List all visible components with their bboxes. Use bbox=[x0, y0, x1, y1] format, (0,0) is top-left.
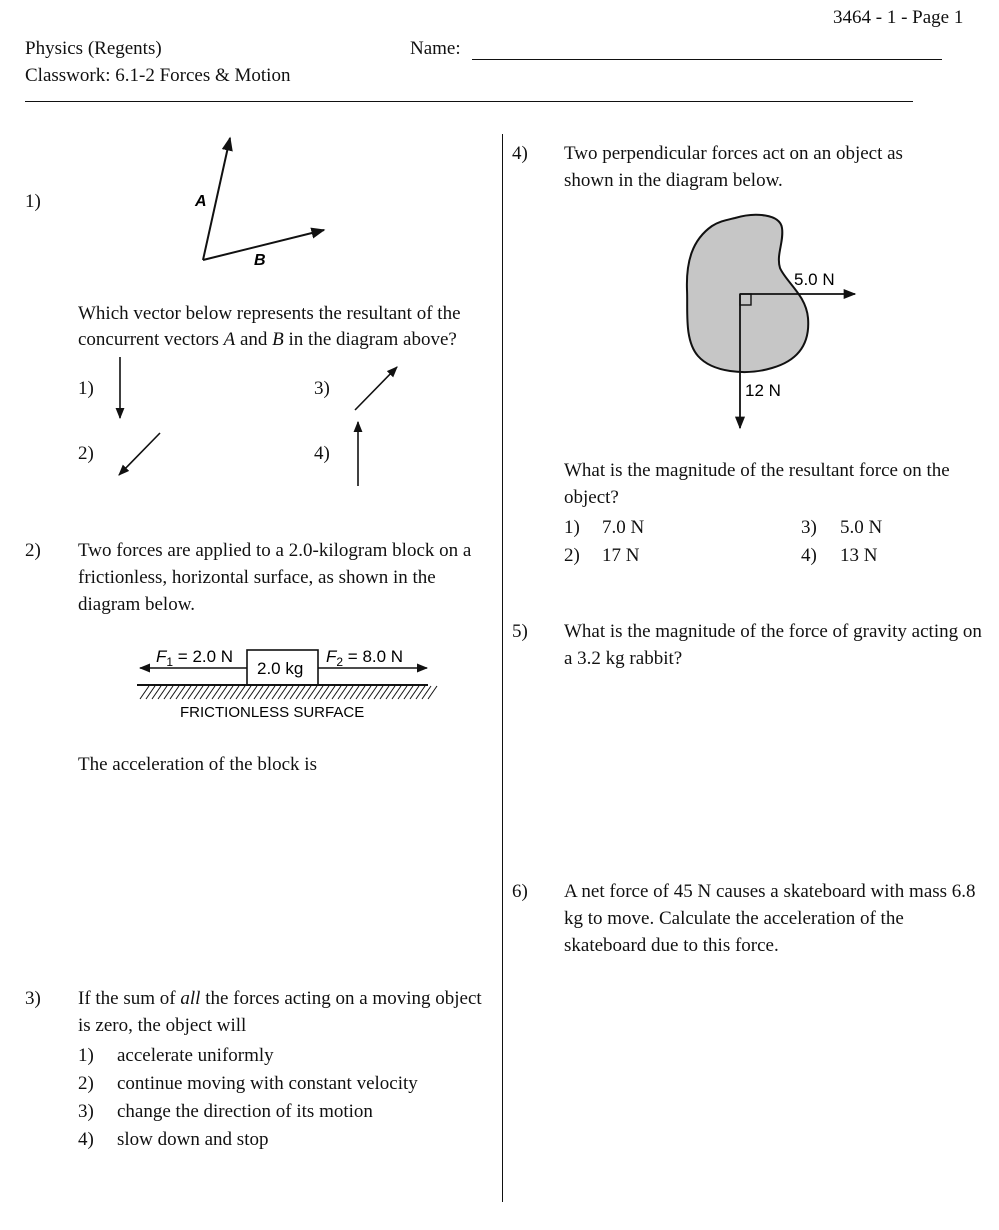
force-down-label: 12 N bbox=[745, 381, 781, 400]
q1-number: 1) bbox=[25, 191, 41, 212]
vector-a-label: A bbox=[195, 193, 207, 210]
q6-number: 6) bbox=[512, 881, 528, 902]
q4-choice-3-num[interactable]: 3) bbox=[801, 517, 817, 538]
q4-choice-4-text[interactable]: 13 N bbox=[840, 545, 878, 566]
name-label: Name: bbox=[410, 38, 461, 59]
q4-choice-2-text[interactable]: 17 N bbox=[602, 545, 640, 566]
q4-choice-3-text[interactable]: 5.0 N bbox=[840, 517, 883, 538]
assignment-title: Classwork: 6.1-2 Forces & Motion bbox=[25, 65, 291, 86]
q3-choice-1-num[interactable]: 1) bbox=[78, 1045, 94, 1066]
force-right-label: 5.0 N bbox=[794, 270, 835, 289]
q4-question: What is the magnitude of the resultant force on the object? bbox=[564, 460, 950, 508]
q3-choice-3-num[interactable]: 3) bbox=[78, 1101, 94, 1122]
vector-b-label: B bbox=[254, 252, 266, 269]
f2-label: $F_2 = 8.0$ N bbox=[326, 647, 404, 669]
q3-choice-2-num[interactable]: 2) bbox=[78, 1073, 94, 1094]
q1-choice-1[interactable]: 1) bbox=[78, 378, 94, 399]
q3-number: 3) bbox=[25, 988, 41, 1009]
q2-text: Two forces are applied to a 2.0-kilogram block on a frictionless, horizontal surface, as shown in the diagram below. bbox=[78, 540, 472, 615]
q1-choice-3[interactable]: 3) bbox=[314, 378, 330, 399]
choice-2-arrow-down-left bbox=[119, 433, 160, 475]
q1-choice-4[interactable]: 4) bbox=[314, 443, 330, 464]
q2-question: The acceleration of the block is bbox=[78, 754, 317, 775]
q4-choice-1-num[interactable]: 1) bbox=[564, 517, 580, 538]
q4-choice-1-text[interactable]: 7.0 N bbox=[602, 517, 645, 538]
q3-choice-4-text[interactable]: slow down and stop bbox=[117, 1129, 269, 1150]
q4-text: Two perpendicular forces act on an object as shown in the diagram below. bbox=[564, 143, 903, 191]
page-code: 3464 - 1 - Page 1 bbox=[833, 7, 964, 28]
q2-number: 2) bbox=[25, 540, 41, 561]
f1-label: $F_1 = 2.0$ N bbox=[156, 647, 234, 669]
q3-choice-4-num[interactable]: 4) bbox=[78, 1129, 94, 1150]
q1-choice-2[interactable]: 2) bbox=[78, 443, 94, 464]
q1-prompt-line1: Which vector below represents the resultant of the bbox=[78, 303, 461, 324]
q5-number: 5) bbox=[512, 621, 528, 642]
q4-choice-4-num[interactable]: 4) bbox=[801, 545, 817, 566]
q5-text: What is the magnitude of the force of gravity acting on a 3.2 kg rabbit? bbox=[564, 621, 982, 669]
var-b: B bbox=[272, 329, 284, 350]
choice-3-arrow-up-right bbox=[355, 367, 397, 410]
course-title: Physics (Regents) bbox=[25, 38, 162, 59]
q4-choice-2-num[interactable]: 2) bbox=[564, 545, 580, 566]
q6-text: A net force of 45 N causes a skateboard with mass 6.8 kg to move. Calculate the acceleration of the skateboard due to this force. bbox=[564, 881, 976, 956]
q3-text: If the sum of all the forces acting on a moving object is zero, the object will bbox=[78, 988, 482, 1036]
q3-choice-2-text[interactable]: continue moving with constant velocity bbox=[117, 1073, 418, 1094]
q1-prompt-line2: concurrent vectors A and B in the diagram above? bbox=[78, 329, 457, 350]
q3-choice-1-text[interactable]: accelerate uniformly bbox=[117, 1045, 274, 1066]
block-label: 2.0 kg bbox=[257, 659, 304, 678]
q3-choice-3-text[interactable]: change the direction of its motion bbox=[117, 1101, 373, 1122]
surface-hatching bbox=[140, 686, 437, 699]
var-a: A bbox=[223, 329, 236, 350]
vector-a-arrow bbox=[203, 138, 230, 260]
surface-label: FRICTIONLESS SURFACE bbox=[180, 704, 365, 721]
q4-number: 4) bbox=[512, 143, 528, 164]
